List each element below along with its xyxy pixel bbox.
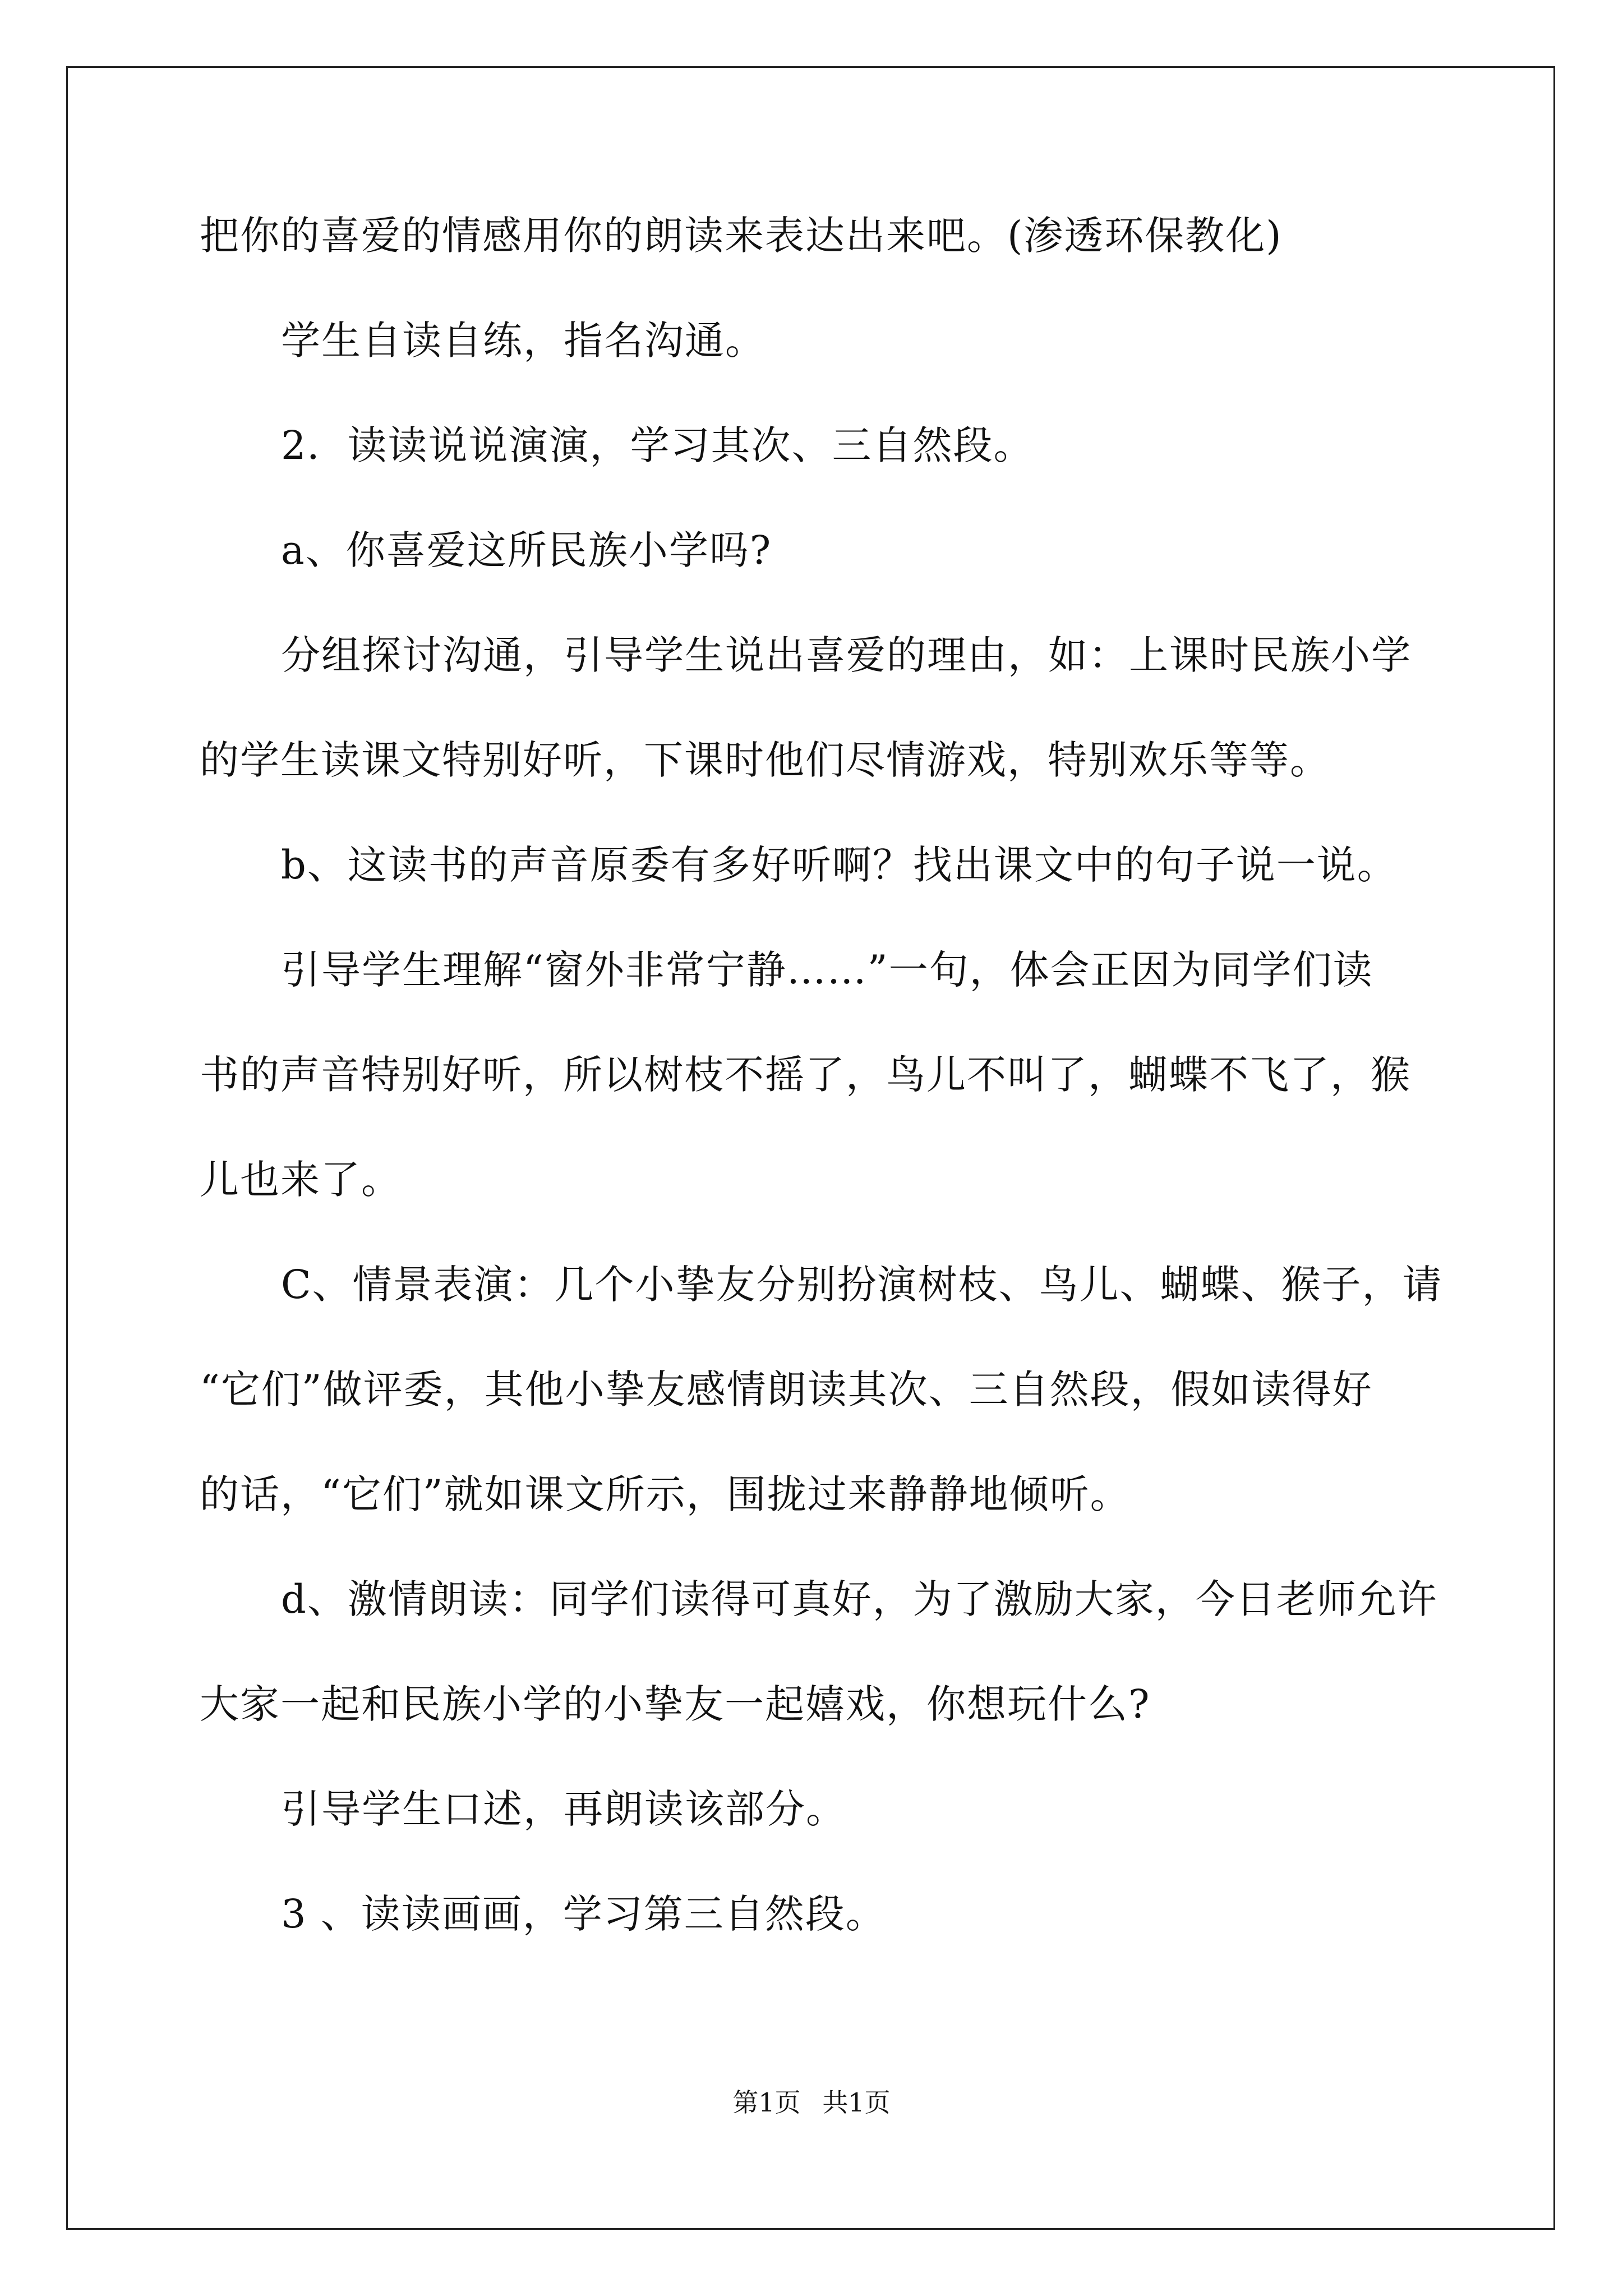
text-line: 的话，“它们”就如课文所示，围拢过来静静地倾听。 [200,1471,1131,1517]
text-line: 2．读读说说演演，学习其次、三自然段。 [281,422,1034,468]
page-footer [0,2086,1623,2119]
text-line: 学生自读自练，指名沟通。 [281,318,766,364]
text-line: b、这读书的声音原委有多好听啊？找出课文中的句子说一说。 [281,842,1398,888]
text-line: a、你喜爱这所民族小学吗? [281,527,772,573]
text-line: 的学生读课文特别好听，下课时他们尽情游戏，特别欢乐等等。 [200,737,1330,783]
text-line: 3 、读读画画，学习第三自然段。 [281,1891,886,1937]
document-body [200,210,1443,1994]
text-line: 分组探讨沟通，引导学生说出喜爱的理由，如：上课时民族小学 [281,632,1412,678]
page-number-total: 共1页 [822,2087,891,2118]
text-line: 书的声音特别好听，所以树枝不摇了，鸟儿不叫了，蝴蝶不飞了，猴 [200,1052,1411,1098]
page-number-current: 第1页 [732,2087,801,2118]
text-line: 引导学生口述，再朗读该部分。 [281,1786,846,1832]
text-line: 把你的喜爱的情感用你的朗读来表达出来吧。(渗透环保教化) [200,213,1283,259]
text-line: “它们”做评委，其他小挚友感情朗读其次、三自然段，假如读得好 [200,1366,1373,1412]
text-line: 大家一起和民族小学的小挚友一起嬉戏，你想玩什么? [200,1681,1151,1727]
text-line: 引导学生理解“窗外非常宁静……”一句，体会正因为同学们读 [281,947,1373,993]
text-line: d、激情朗读：同学们读得可真好，为了激励大家，今日老师允许 [281,1576,1438,1622]
text-line: C、情景表演：几个小挚友分别扮演树枝、鸟儿、蝴蝶、猴子，请 [281,1262,1443,1308]
text-line: 儿也来了。 [200,1157,402,1203]
